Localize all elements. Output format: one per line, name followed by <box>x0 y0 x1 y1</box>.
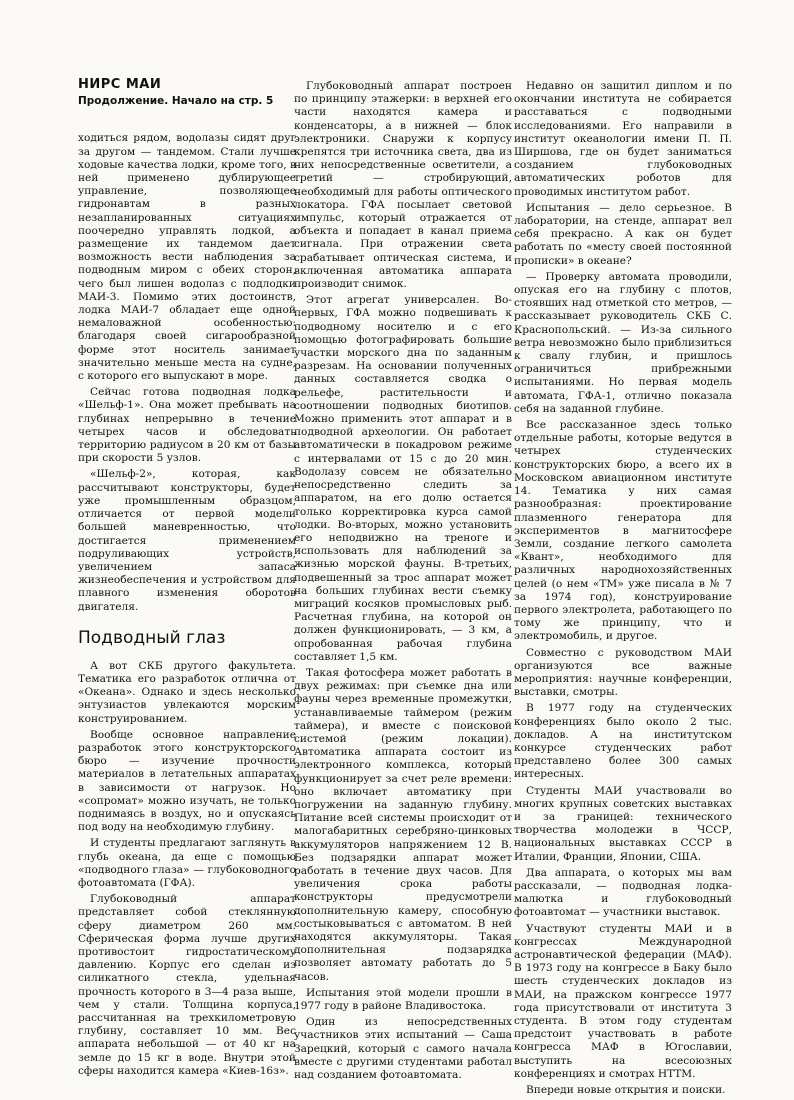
continued-note: Продолжение. Начало на стр. 5 <box>78 95 274 108</box>
column-2 <box>294 80 512 1085</box>
paragraph: Все рассказанное здесь только отдельные работы, которые ведутся в четырех студенческих конструкторских бюро, а всего их в Московском авиационном институте 14. Тематика у них самая разнообразная: проектирование плазменного генератора для экспериментов в магнитосфере Земли, создание легкого самолета «Квант», необходимого для различных народнохозяйственных целей (о нем «ТМ» уже писала в № 7 за 1974 год), конструирование первого электролета, работающего по тому же принципу, что и электромобиль, и другое. <box>514 419 732 643</box>
paragraph: И студенты предлагают заглянуть в глубь океана, да еще с помощью «подводного глаза» — глубоководного фотоавтомата (ГФА). <box>78 837 296 889</box>
paragraph: Два аппарата, о которых мы вам рассказали, — подводная лодка-малютка и глубоководный фотоавтомат — участники выставок. <box>514 866 732 919</box>
section-tag: НИРС МАИ <box>78 77 162 92</box>
paragraph: Один из непосредственных участников этих испытаний — Саша Зарецкий, который с самого начала вместе с другими студентами работал над созданием фотоавтомата. <box>294 1016 512 1082</box>
paragraph: Впереди новые открытия и поиски. <box>526 1084 726 1097</box>
paragraph: Испытания — дело серьезное. В лаборатории, на стенде, аппарат вел себя прекрасно. А как он будет работать по «месту своей постоянной прописки» в океане? <box>514 201 732 267</box>
paragraph: Участвуют студенты МАИ и в конгрессах Международной астронавтической федерации (МАФ). В 1973 году на конгрессе в Баку было шесть студенческих докладов из МАИ, на пражском конгрессе 1977 года присутствовали от института 3 студента. В этом году студентам предстоит участвовать в работе конгресса МАФ в Югославии, выступить на всесоюзных конференциях и смотрах НТТМ. <box>514 922 732 1080</box>
column-3 <box>514 80 732 1100</box>
subheading: Подводный глаз <box>78 627 226 648</box>
paragraph: Глубоководный аппарат построен по принципу этажерки: в верхней его части находятся камера и конденсаторы, а в нижней — блок электроники. Снаружи к корпусу крепятся три источника света, два из них непосредственные осветители, а третий — стробирующий, необходимый для работы оптического локатора. ГФА посылает световой импульс, который отражается от объекта и попадает в канал приема сигнала. При отражении света срабатывает оптическая система, и включенная автоматика аппарата производит снимок. <box>294 80 512 291</box>
paragraph: Студенты МАИ участвовали во многих крупных советских выставках и за границей: технического творчества молодежи в ЧССР, национальных выставках СССР в Италии, Франции, Японии, США. <box>514 784 732 863</box>
paragraph: А вот СКБ другого факультета. Тематика его разработок отлична от «Океана». Однако и здесь несколько энтузиастов увлекаются морским конструированием. <box>78 659 296 725</box>
paragraph: Совместно с руководством МАИ организуются все важные мероприятия: научные конференции, выставки, смотры. <box>514 646 732 699</box>
paragraph: — Проверку автомата проводили, опуская его на глубину с плотов, стоявших над отметкой сто метров, — рассказывает руководитель СКБ С. Краснопольский. — Из-за сильного ветра невозможно было приблизиться к свалу глубин, и пришлось ограничиться прибрежными испытаниями. Но первая модель автомата, ГФА-1, отлично показала себя на заданной глубине. <box>514 270 732 415</box>
paragraph: Испытания этой модели прошли в 1977 году в районе Владивостока. <box>294 986 512 1013</box>
paragraph: ходиться рядом, водолазы сидят друг за другом — тандемом. Стали лучше ходовые качества лодки, кроме того, в ней применено дублирующее управление, позволяющее гидронавтам в разных незапланированных ситуациях поочередно управлять лодкой, а размещение их тандемом дает возможность вести наблюдения за подводным миром с обеих сторон, чего был лишен водолаз с подлодки МАИ-3. Помимо этих достоинств, лодка МАИ-7 обладает еще одной немаловажной особенностью: благодаря своей сигарообразной форме этот носитель занимает значительно меньше места на судне, с которого его выпускают в море. <box>78 132 296 383</box>
paragraph: Недавно он защитил диплом и по окончании института не собирается расставаться с подводными исследованиями. Его направили в институт океанологии имени П. П. Ширшова, где он будет заниматься созданием глубоководных автоматических роботов для проводимых институтом работ. <box>514 80 732 198</box>
paragraph: Такая фотосфера может работать в двух режимах: при съемке дна или фауны через временные промежутки, устанавливаемые таймером (режим таймера), и вместе с поисковой системой (режим локации). Автоматика аппарата состоит из электронного комплекса, который функционирует за счет реле времени: оно включает автоматику при погружении на заданную глубину. Питание всей системы происходит от малогабаритных серебряно-цинковых аккумуляторов напряжением 12 В. Без подзарядки аппарат может работать в течение двух часов. Для увеличения срока работы конструкторы предусмотрели дополнительную камеру, способную состыковываться с автоматом. В ней находятся аккумуляторы. Такая дополнительная подзарядка позволяет автомату работать до 5 часов. <box>294 666 512 983</box>
paragraph: Глубоководный аппарат представляет собой стеклянную сферу диаметром 260 мм. Сферическая форма лучше других противостоит гидростатическому давлению. Корпус его сделан из силикатного стекла, удельная прочность которого в 3—4 раза выше, чем у стали. Толщина корпуса, рассчитанная на трехкилометровую глубину, составляет 10 мм. Вес аппарата небольшой — от 40 кг на земле до 15 кг в воде. Внутри этой сферы находится камера «Киев-16з». <box>78 893 296 1077</box>
paragraph: В 1977 году на студенческих конференциях было около 2 тыс. докладов. А на институтском конкурсе студенческих работ представлено более 300 самых интересных. <box>514 702 732 781</box>
column-1 <box>78 78 296 1081</box>
paragraph: Этот агрегат универсален. Во-первых, ГФА можно подвешивать к подводному носителю и с его помощью фотографировать большие участки морского дна по заданным разрезам. На основании полученных данных составляется сводка о рельефе, растительности и соотношении подводных биотипов. Можно применить этот аппарат и в подводной археологии. Он работает автоматически в покадровом режиме с интервалами от 15 с до 20 мин. Водолазу совсем не обязательно непосредственно следить за аппаратом, на его долю остается только корректировка курса самой лодки. Во-вторых, можно установить его неподвижно на треноге и использовать для наблюдений за жизнью морской фауны. В-третьих, подвешенный за трос аппарат может на больших глубинах вести съемку миграций косяков промысловых рыб. Расчетная глубина, на которой он должен функционировать, — 3 км, а опробованная рабочая глубина составляет 1,5 км. <box>294 294 512 663</box>
paragraph: Вообще основное направление разработок этого конструкторского бюро — изучение прочности материалов в летательных аппаратах в зависимости от нагрузок. Но «сопромат» можно изучать, не только поднимаясь в воздух, но и опускаясь под воду на необходимую глубину. <box>78 728 296 834</box>
paragraph: «Шельф-2», которая, как рассчитывают конструкторы, будет уже промышленным образцом, отличается от первой модели большей маневренностью, что достигается применением подруливающих устройств, увеличением запаса жизнеобеспечения и устройством для плавного изменения оборотов двигателя. <box>78 468 296 613</box>
paragraph: Сейчас готова подводная лодка «Шельф-1». Она может пребывать на глубинах непрерывно в течение четырех часов и обследовать территорию радиусом в 20 км от базы при скорости 5 узлов. <box>78 386 296 465</box>
